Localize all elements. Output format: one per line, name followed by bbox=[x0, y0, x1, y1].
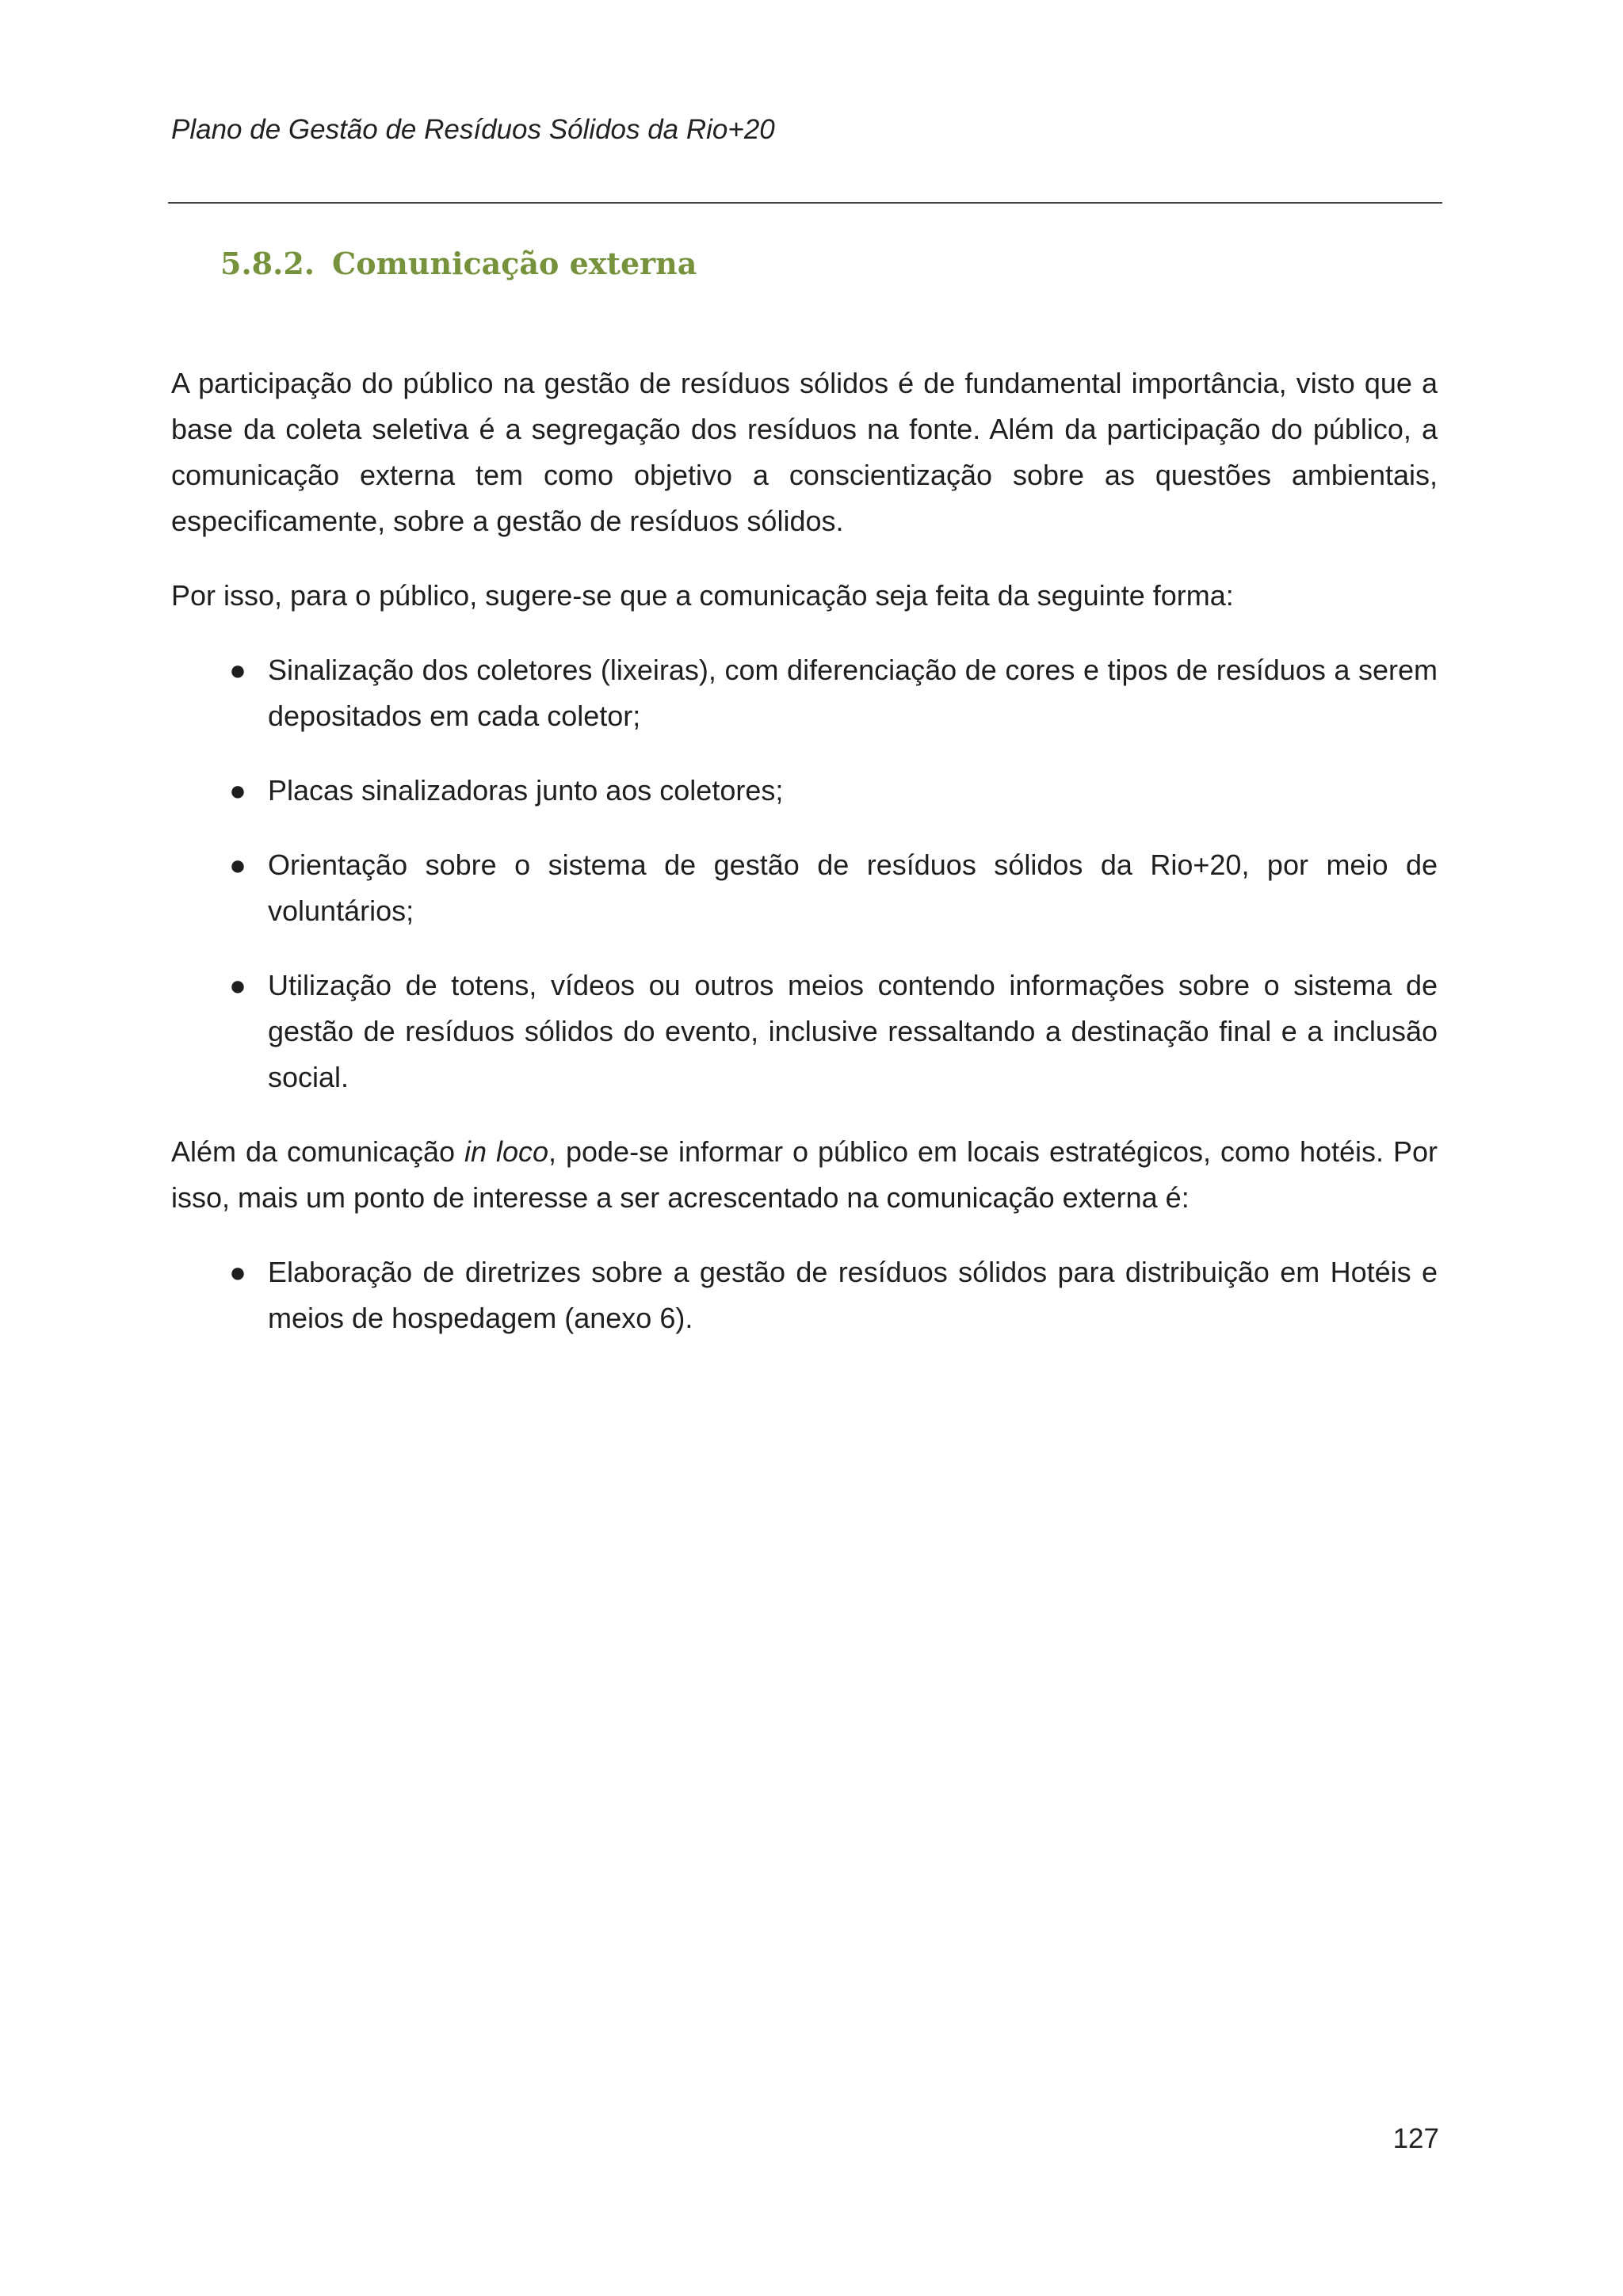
communication-list bbox=[171, 647, 1438, 1100]
bullet-icon: ● bbox=[229, 774, 246, 807]
paragraph-in-loco-start: Além da comunicação bbox=[171, 1135, 465, 1168]
list-item bbox=[171, 1249, 1438, 1341]
list-item-text: Utilização de totens, vídeos ou outros meios contendo informações sobre o sistema de gestão de resíduos sólidos do evento, inclusive ressaltando a destinação final e a inclusão social. bbox=[268, 969, 1438, 1093]
paragraph-intro-list: Por isso, para o público, sugere-se que a comunicação seja feita da seguinte forma: bbox=[171, 579, 1234, 612]
list-item bbox=[171, 768, 1438, 814]
bullet-icon: ● bbox=[229, 849, 246, 881]
list-item bbox=[171, 963, 1438, 1100]
list-item bbox=[171, 842, 1438, 934]
paragraph-in-loco bbox=[171, 1129, 1438, 1221]
bullet-icon: ● bbox=[229, 1256, 246, 1288]
paragraph-in-loco-end: , pode-se informar o público em locais estratégicos, como hotéis. Por isso, mais um ponto de interesse a ser acrescentado na comunicação externa é: bbox=[171, 1135, 1438, 1214]
bullet-icon: ● bbox=[229, 969, 246, 1001]
bullet-icon: ● bbox=[229, 654, 246, 686]
paragraph-in-loco-italic: in loco bbox=[464, 1135, 549, 1168]
hotel-guidelines-list bbox=[171, 1249, 1438, 1341]
list-item-text: Sinalização dos coletores (lixeiras), com diferenciação de cores e tipos de resíduos a serem depositados em cada coletor; bbox=[268, 654, 1438, 732]
paragraph-participation: A participação do público na gestão de resíduos sólidos é de fundamental importância, visto que a base da coleta seletiva é a segregação dos resíduos na fonte. Além da participação do público, a comunicação externa tem como objetivo a conscientização sobre as questões ambientais, especificamente, sobre a gestão de resíduos sólidos. bbox=[171, 367, 1438, 537]
list-item-text: Elaboração de diretrizes sobre a gestão de resíduos sólidos para distribuição em Hotéis e meios de hospedagem (anexo 6). bbox=[268, 1256, 1438, 1334]
running-header: Plano de Gestão de Resíduos Sólidos da Rio+20 bbox=[171, 114, 775, 145]
section-title: Comunicação externa bbox=[332, 246, 697, 281]
section-heading bbox=[220, 246, 697, 281]
body-content bbox=[171, 360, 1438, 1370]
header-divider bbox=[168, 202, 1442, 204]
list-item-text: Placas sinalizadoras junto aos coletores; bbox=[268, 774, 784, 807]
section-number: 5.8.2. bbox=[220, 246, 315, 281]
list-item bbox=[171, 647, 1438, 739]
page-number: 127 bbox=[1392, 2123, 1439, 2154]
list-item-text: Orientação sobre o sistema de gestão de resíduos sólidos da Rio+20, por meio de voluntários; bbox=[268, 849, 1438, 927]
